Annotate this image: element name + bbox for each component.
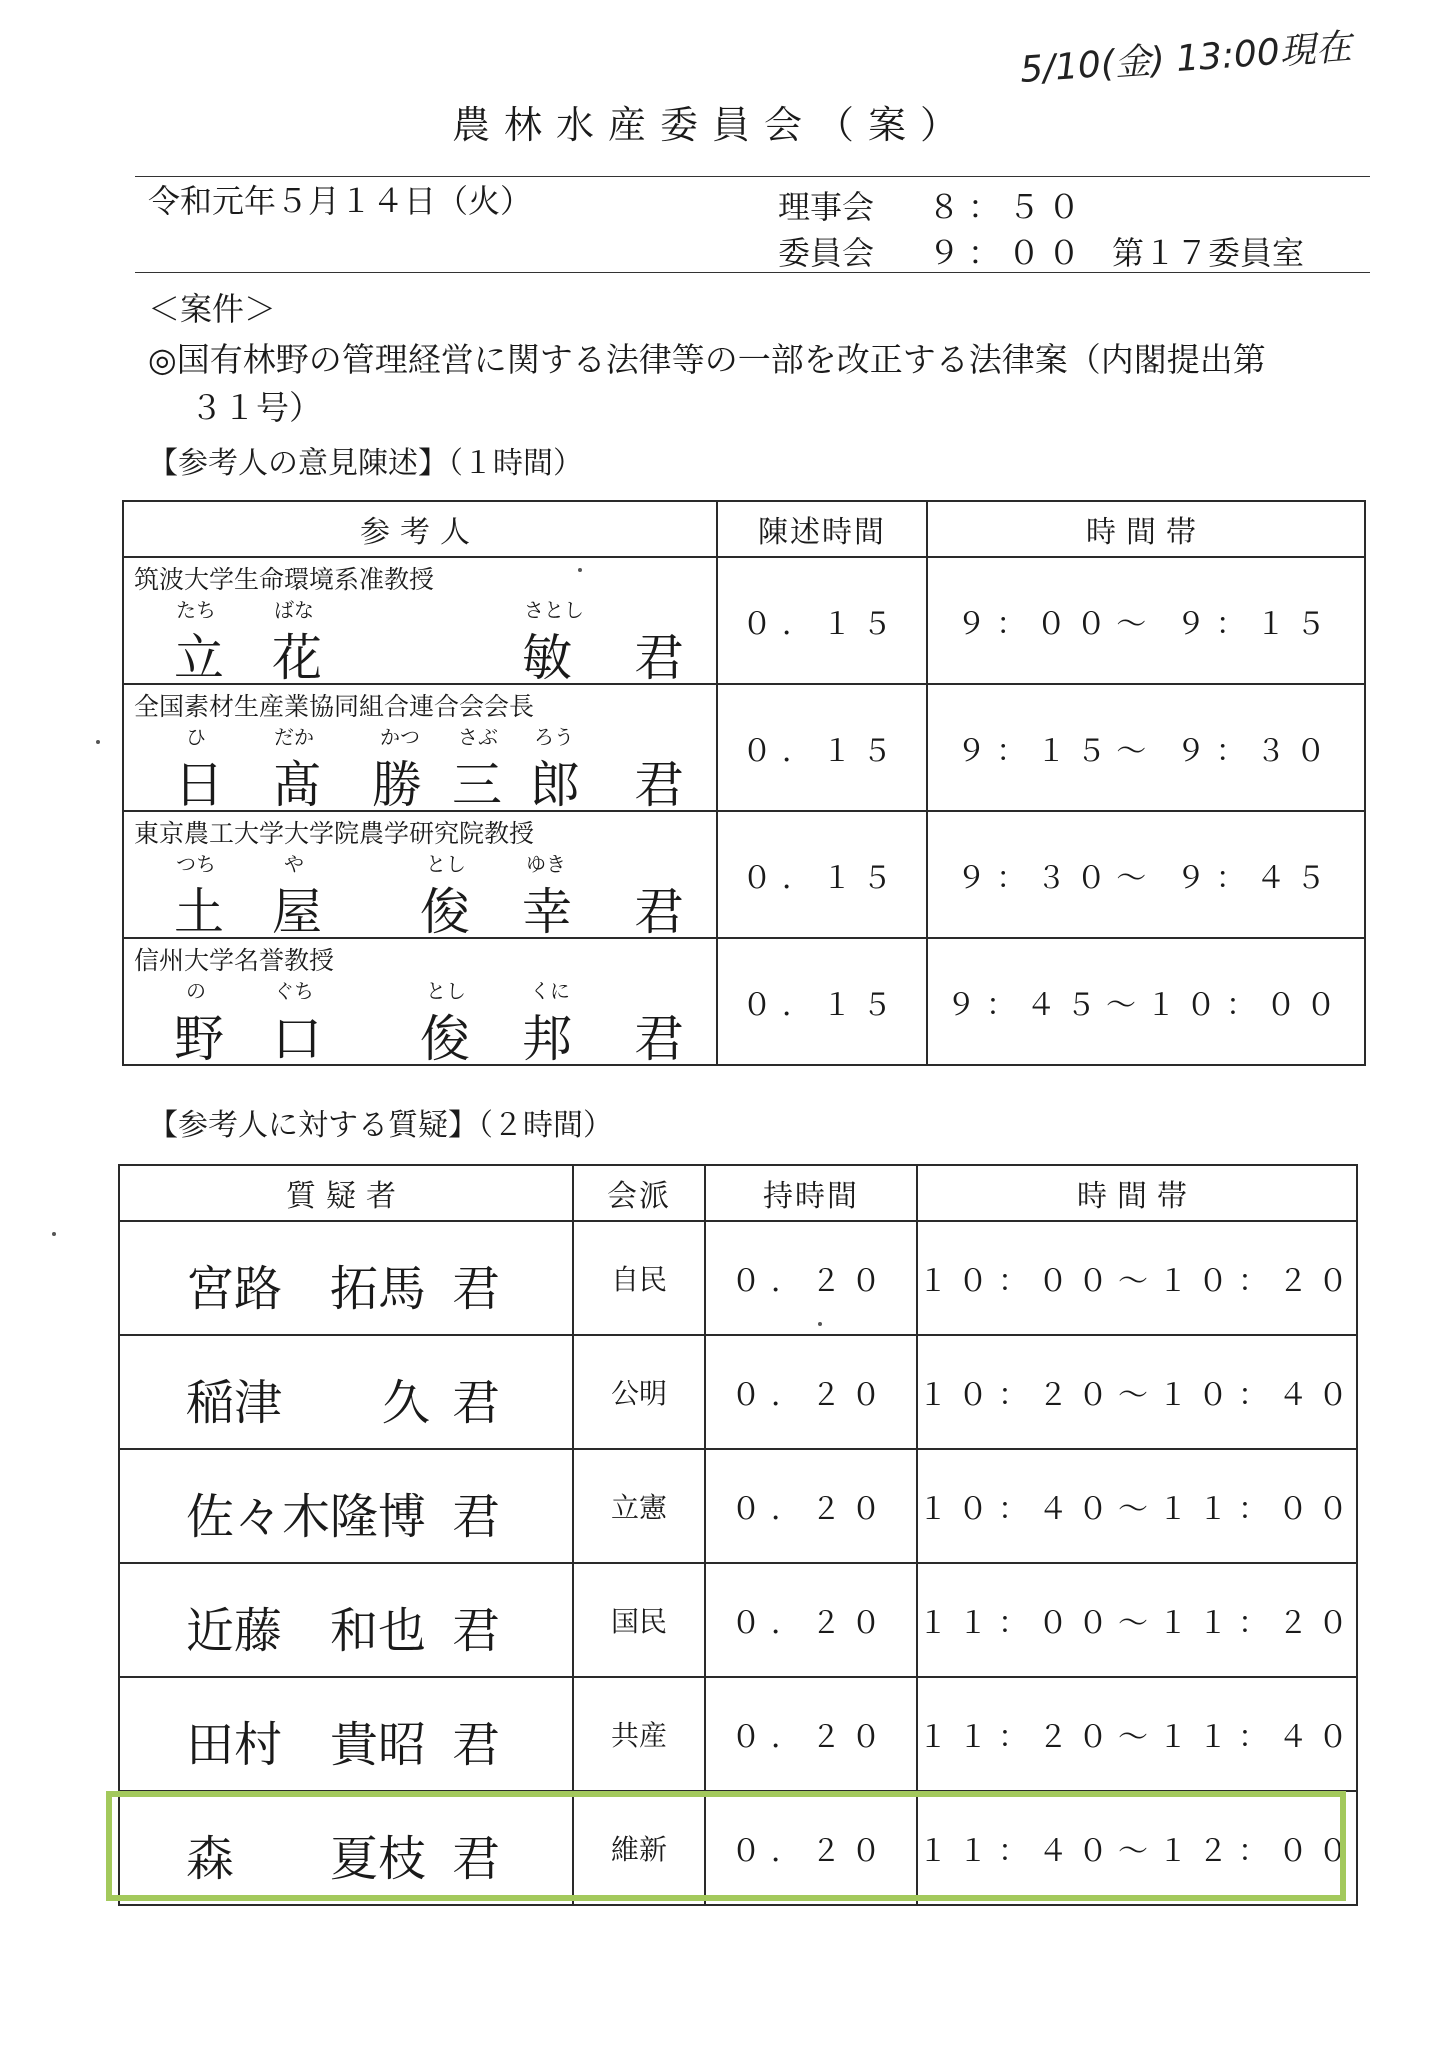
name-char: 野 [174, 1010, 224, 1068]
handwritten-status-note: 5/10(金) 13:00現在 [1018, 26, 1353, 91]
family-name: 近藤 [186, 1603, 283, 1659]
allotted-time: ０．２０ [705, 1221, 917, 1335]
honorific: 君 [452, 1261, 501, 1317]
name-reading: の [186, 979, 206, 1003]
witness-affiliation: 全国素材生産業協同組合連合会会長 [134, 692, 535, 721]
honorific: 君 [634, 756, 684, 814]
family-name: 森 [186, 1831, 235, 1887]
time-slot: １１：００〜１１：２０ [917, 1563, 1357, 1677]
given-name: 和也 [330, 1603, 427, 1659]
board-meeting-time: ８：５０ [928, 188, 1089, 226]
table-row [119, 1791, 1357, 1905]
faction: 自民 [573, 1221, 705, 1335]
name-reading: ひ [186, 725, 206, 749]
questioning-heading: 【参考人に対する質疑】（２時間） [148, 1108, 613, 1143]
faction: 維新 [573, 1791, 705, 1905]
time-slot: ９：１５〜 ９：３０ [927, 684, 1365, 811]
questioner-name [119, 1677, 573, 1791]
header-bottom-rule [135, 272, 1370, 273]
name-char: 日 [174, 756, 224, 814]
questioner-name [119, 1563, 573, 1677]
statement-duration: ０．１５ [717, 938, 927, 1065]
time-slot: ９：４５〜１０：００ [927, 938, 1365, 1065]
name-reading: さぶ [458, 725, 498, 749]
col-witness: 参考人 [123, 501, 717, 557]
name-char: 敏 [522, 629, 572, 687]
agenda-item-line-2: ３１号） [190, 388, 322, 427]
name-char: 勝 [372, 756, 422, 814]
table-row [119, 1677, 1357, 1791]
scan-speck [818, 1322, 822, 1326]
statements-heading: 【参考人の意見陳述】（１時間） [148, 446, 583, 481]
name-reading: や [284, 852, 304, 876]
table-row [123, 557, 1365, 684]
name-char: 花 [272, 629, 322, 687]
meeting-room: 第１７委員室 [1112, 234, 1305, 272]
witness-affiliation: 信州大学名誉教授 [134, 946, 335, 975]
allotted-time: ０．２０ [705, 1791, 917, 1905]
given-name: 拓馬 [330, 1261, 427, 1317]
col-statement-time: 陳述時間 [717, 501, 927, 557]
name-char: 屋 [272, 883, 322, 941]
agenda-item-line-1: ◎国有林野の管理経営に関する法律等の一部を改正する法律案（内閣提出第 [148, 340, 1266, 379]
witness-affiliation: 筑波大学生命環境系准教授 [134, 565, 435, 594]
witness-cell [123, 684, 717, 814]
time-slot: １０：４０〜１１：００ [917, 1449, 1357, 1563]
name-char: 髙 [272, 756, 322, 814]
name-char: 郎 [530, 756, 580, 814]
questioner-name [119, 1335, 573, 1449]
faction: 共産 [573, 1677, 705, 1791]
name-reading: さとし [524, 598, 584, 622]
honorific: 君 [452, 1603, 501, 1659]
statement-duration: ０．１５ [717, 684, 927, 811]
agenda-item [148, 336, 1266, 432]
name-char: 三 [452, 756, 502, 814]
questioner-name [119, 1221, 573, 1335]
given-name: 夏枝 [330, 1831, 427, 1887]
board-meeting-label: 理事会 [778, 188, 875, 226]
honorific: 君 [452, 1489, 501, 1545]
time-slot: １１：４０〜１２：００ [917, 1791, 1357, 1905]
time-slot: １０：００〜１０：２０ [917, 1221, 1357, 1335]
statements-table [122, 500, 1366, 1066]
table-row [119, 1221, 1357, 1335]
witness-cell [123, 811, 717, 941]
honorific: 君 [634, 883, 684, 941]
honorific: 君 [634, 629, 684, 687]
questioning-table [118, 1164, 1358, 1906]
name-char: 邦 [522, 1010, 572, 1068]
name-char: 俊 [420, 883, 470, 941]
honorific: 君 [634, 1010, 684, 1068]
time-slot: ９：００〜 ９：１５ [927, 557, 1365, 684]
given-name: 久 [382, 1375, 431, 1431]
faction: 国民 [573, 1563, 705, 1677]
questioner-name [119, 1791, 573, 1905]
name-reading: かつ [380, 725, 420, 749]
witness-affiliation: 東京農工大学大学院農学研究院教授 [134, 819, 535, 848]
name-char: 俊 [420, 1010, 470, 1068]
name-reading: くに [530, 979, 570, 1003]
honorific: 君 [452, 1831, 501, 1887]
table-row [123, 684, 1365, 811]
faction: 立憲 [573, 1449, 705, 1563]
name-reading: ぐち [274, 979, 314, 1003]
allotted-time: ０．２０ [705, 1335, 917, 1449]
honorific: 君 [452, 1375, 501, 1431]
questioning-header-row [119, 1165, 1357, 1221]
allotted-time: ０．２０ [705, 1449, 917, 1563]
table-row [123, 811, 1365, 938]
table-row [119, 1563, 1357, 1677]
document-title: 農林水産委員会（案） [452, 103, 973, 147]
time-slot: １１：２０〜１１：４０ [917, 1677, 1357, 1791]
committee-meeting-label: 委員会 [778, 234, 875, 272]
col-time-slot: 時間帯 [917, 1165, 1357, 1221]
witness-cell [123, 938, 717, 1068]
questioner-name [119, 1449, 573, 1563]
family-name: 佐々木隆博 [186, 1489, 427, 1545]
witness-cell [123, 557, 717, 687]
allotted-time: ０．２０ [705, 1677, 917, 1791]
name-reading: だか [274, 725, 314, 749]
faction: 公明 [573, 1335, 705, 1449]
name-reading: ろう [534, 725, 574, 749]
statement-duration: ０．１５ [717, 557, 927, 684]
committee-meeting-time: ９：００ [928, 234, 1089, 272]
name-reading: とし [426, 852, 466, 876]
col-allotted-time: 持時間 [705, 1165, 917, 1221]
name-char: 口 [272, 1010, 322, 1068]
statements-header-row [123, 501, 1365, 557]
table-row [119, 1449, 1357, 1563]
statement-duration: ０．１５ [717, 811, 927, 938]
name-reading: ばな [274, 598, 314, 622]
agenda-heading: ＜案件＞ [148, 290, 277, 328]
allotted-time: ０．２０ [705, 1563, 917, 1677]
name-char: 幸 [522, 883, 572, 941]
name-char: 土 [174, 883, 224, 941]
family-name: 稲津 [186, 1375, 283, 1431]
name-char: 立 [174, 629, 224, 687]
family-name: 宮路 [186, 1261, 283, 1317]
time-slot: １０：２０〜１０：４０ [917, 1335, 1357, 1449]
family-name: 田村 [186, 1717, 283, 1773]
given-name: 貴昭 [330, 1717, 427, 1773]
col-faction: 会派 [573, 1165, 705, 1221]
table-row [123, 938, 1365, 1065]
time-slot: ９：３０〜 ９：４５ [927, 811, 1365, 938]
honorific: 君 [452, 1717, 501, 1773]
name-reading: たち [176, 598, 216, 622]
name-reading: つち [176, 852, 216, 876]
col-questioner: 質疑者 [119, 1165, 573, 1221]
col-time-slot: 時間帯 [927, 501, 1365, 557]
name-reading: ゆき [526, 852, 566, 876]
scan-speck [578, 568, 582, 572]
scan-speck [96, 740, 100, 744]
name-reading: とし [426, 979, 466, 1003]
meeting-date: 令和元年５月１４日（火） [148, 182, 533, 220]
scan-speck [52, 1232, 56, 1236]
table-row [119, 1335, 1357, 1449]
